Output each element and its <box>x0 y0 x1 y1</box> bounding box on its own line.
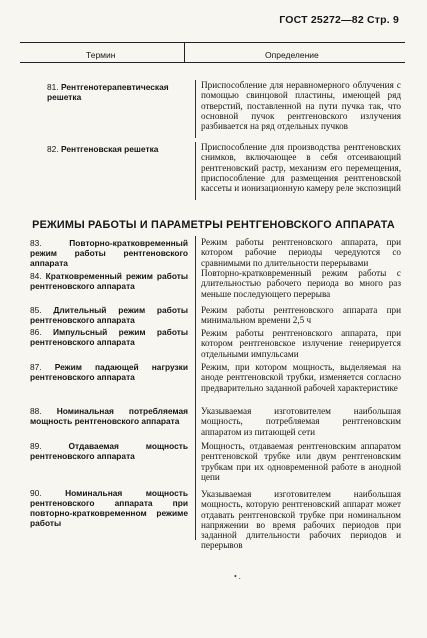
definition-81: Приспособление для неравномерного облучения с помощью свинцовой пластины, имеющей ряд отверстий, поставленной на пути пучка так, что основной пучок рентгеновского излучения разбивается на ряд отдельных пучков <box>201 80 401 132</box>
term-number: 89. <box>30 441 42 451</box>
term-text: Рентгенотерапевтическая решетка <box>47 82 169 102</box>
term-number: 83. <box>30 238 42 248</box>
term-89 <box>30 441 188 461</box>
term-text: Номинальная мощность рентгеновского аппарата при повторно-кратковременном режиме работы <box>30 488 188 528</box>
term-87 <box>30 362 188 382</box>
term-text: Режим падающей нагрузки рентгеновского аппарата <box>30 362 189 382</box>
term-text: Кратковременный режим работы рентгеновского аппарата <box>30 271 188 291</box>
term-number: 85. <box>30 305 42 315</box>
section-title: РЕЖИМЫ РАБОТЫ И ПАРАМЕТРЫ РЕНТГЕНОВСКОГО АППАРАТА <box>32 219 395 231</box>
term-text: Номинальная потребляемая мощность рентгеновского аппарата <box>30 406 189 426</box>
table-header-rule <box>20 62 405 63</box>
term-text: Рентгеновская решетка <box>60 144 159 154</box>
definition-89: Мощность, отдаваемая рентгеновским аппаратом рентгеновской трубке или двум рентгеновским трубкам при их одновременной работе в анодной цепи <box>201 441 401 482</box>
term-number: 87. <box>30 362 42 372</box>
term-number: 81. <box>47 82 59 92</box>
definition-83: Режим работы рентгеновского аппарата, при котором рабочие периоды чередуются со сравнимыми по длительности перерывами <box>201 237 401 268</box>
definition-88: Указываемая изготовителем наибольшая мощность, потребляемая рентгеновским аппаратом из питающей сети <box>201 406 401 437</box>
footer-mark: • . <box>234 572 241 581</box>
column-divider <box>184 42 185 62</box>
definition-bracket <box>195 236 196 540</box>
term-text: Импульсный режим работы рентгеновского аппарата <box>30 327 188 347</box>
term-90 <box>30 488 188 528</box>
definition-85: Режим работы рентгеновского аппарата при минимальном времени 2,5 ч <box>201 305 401 326</box>
term-number: 86. <box>30 327 42 337</box>
table-top-rule <box>20 42 405 43</box>
term-column-header: Термин <box>86 50 116 60</box>
definition-82: Приспособление для производства рентгеновских снимков, включающее в себя отсеивающий рентгеновский растр, механизм его перемещения, приспособление для размещения рентгеновской кассеты и ионизационную камеру реле экспозиций <box>201 142 401 194</box>
page-header: ГОСТ 25272—82 Стр. 9 <box>279 14 399 26</box>
term-number: 84. <box>30 271 42 281</box>
term-83 <box>30 238 188 268</box>
definition-90: Указываемая изготовителем наибольшая мощность, которую рентгеновский аппарат может отдавать рентгеновской трубке при номинальном напряжении во время рабочих периодов при заданной длительности рабочих периодов и перерывов <box>201 489 401 551</box>
definition-bracket <box>195 80 196 138</box>
term-text: Длительный режим работы рентгеновского аппарата <box>30 305 189 325</box>
term-82 <box>47 144 187 154</box>
term-number: 82. <box>47 144 59 154</box>
term-86 <box>30 327 188 347</box>
term-number: 90. <box>30 488 42 498</box>
term-text: Повторно-кратковременный режим работы рентгеновского аппарата <box>30 238 188 268</box>
term-84 <box>30 271 188 291</box>
term-81 <box>47 82 187 102</box>
definition-84: Повторно-кратковременный режим работы с длительностью рабочего периода во много раз меньше последующего перерыва <box>201 268 401 299</box>
term-text: Отдаваемая мощность рентгеновского аппарата <box>30 441 188 461</box>
definition-86: Режим работы рентгеновского аппарата, при котором рентгеновское излучение генерируется отдельными импульсами <box>201 328 401 359</box>
term-number: 88. <box>30 406 42 416</box>
definition-87: Режим, при котором мощность, выделяемая на аноде рентгеновской трубки, изменяется согласно предварительно заданной рабочей характеристике <box>201 362 401 393</box>
definition-bracket <box>195 142 196 200</box>
term-88 <box>30 406 188 426</box>
definition-column-header: Определение <box>265 50 319 60</box>
term-85 <box>30 305 188 325</box>
